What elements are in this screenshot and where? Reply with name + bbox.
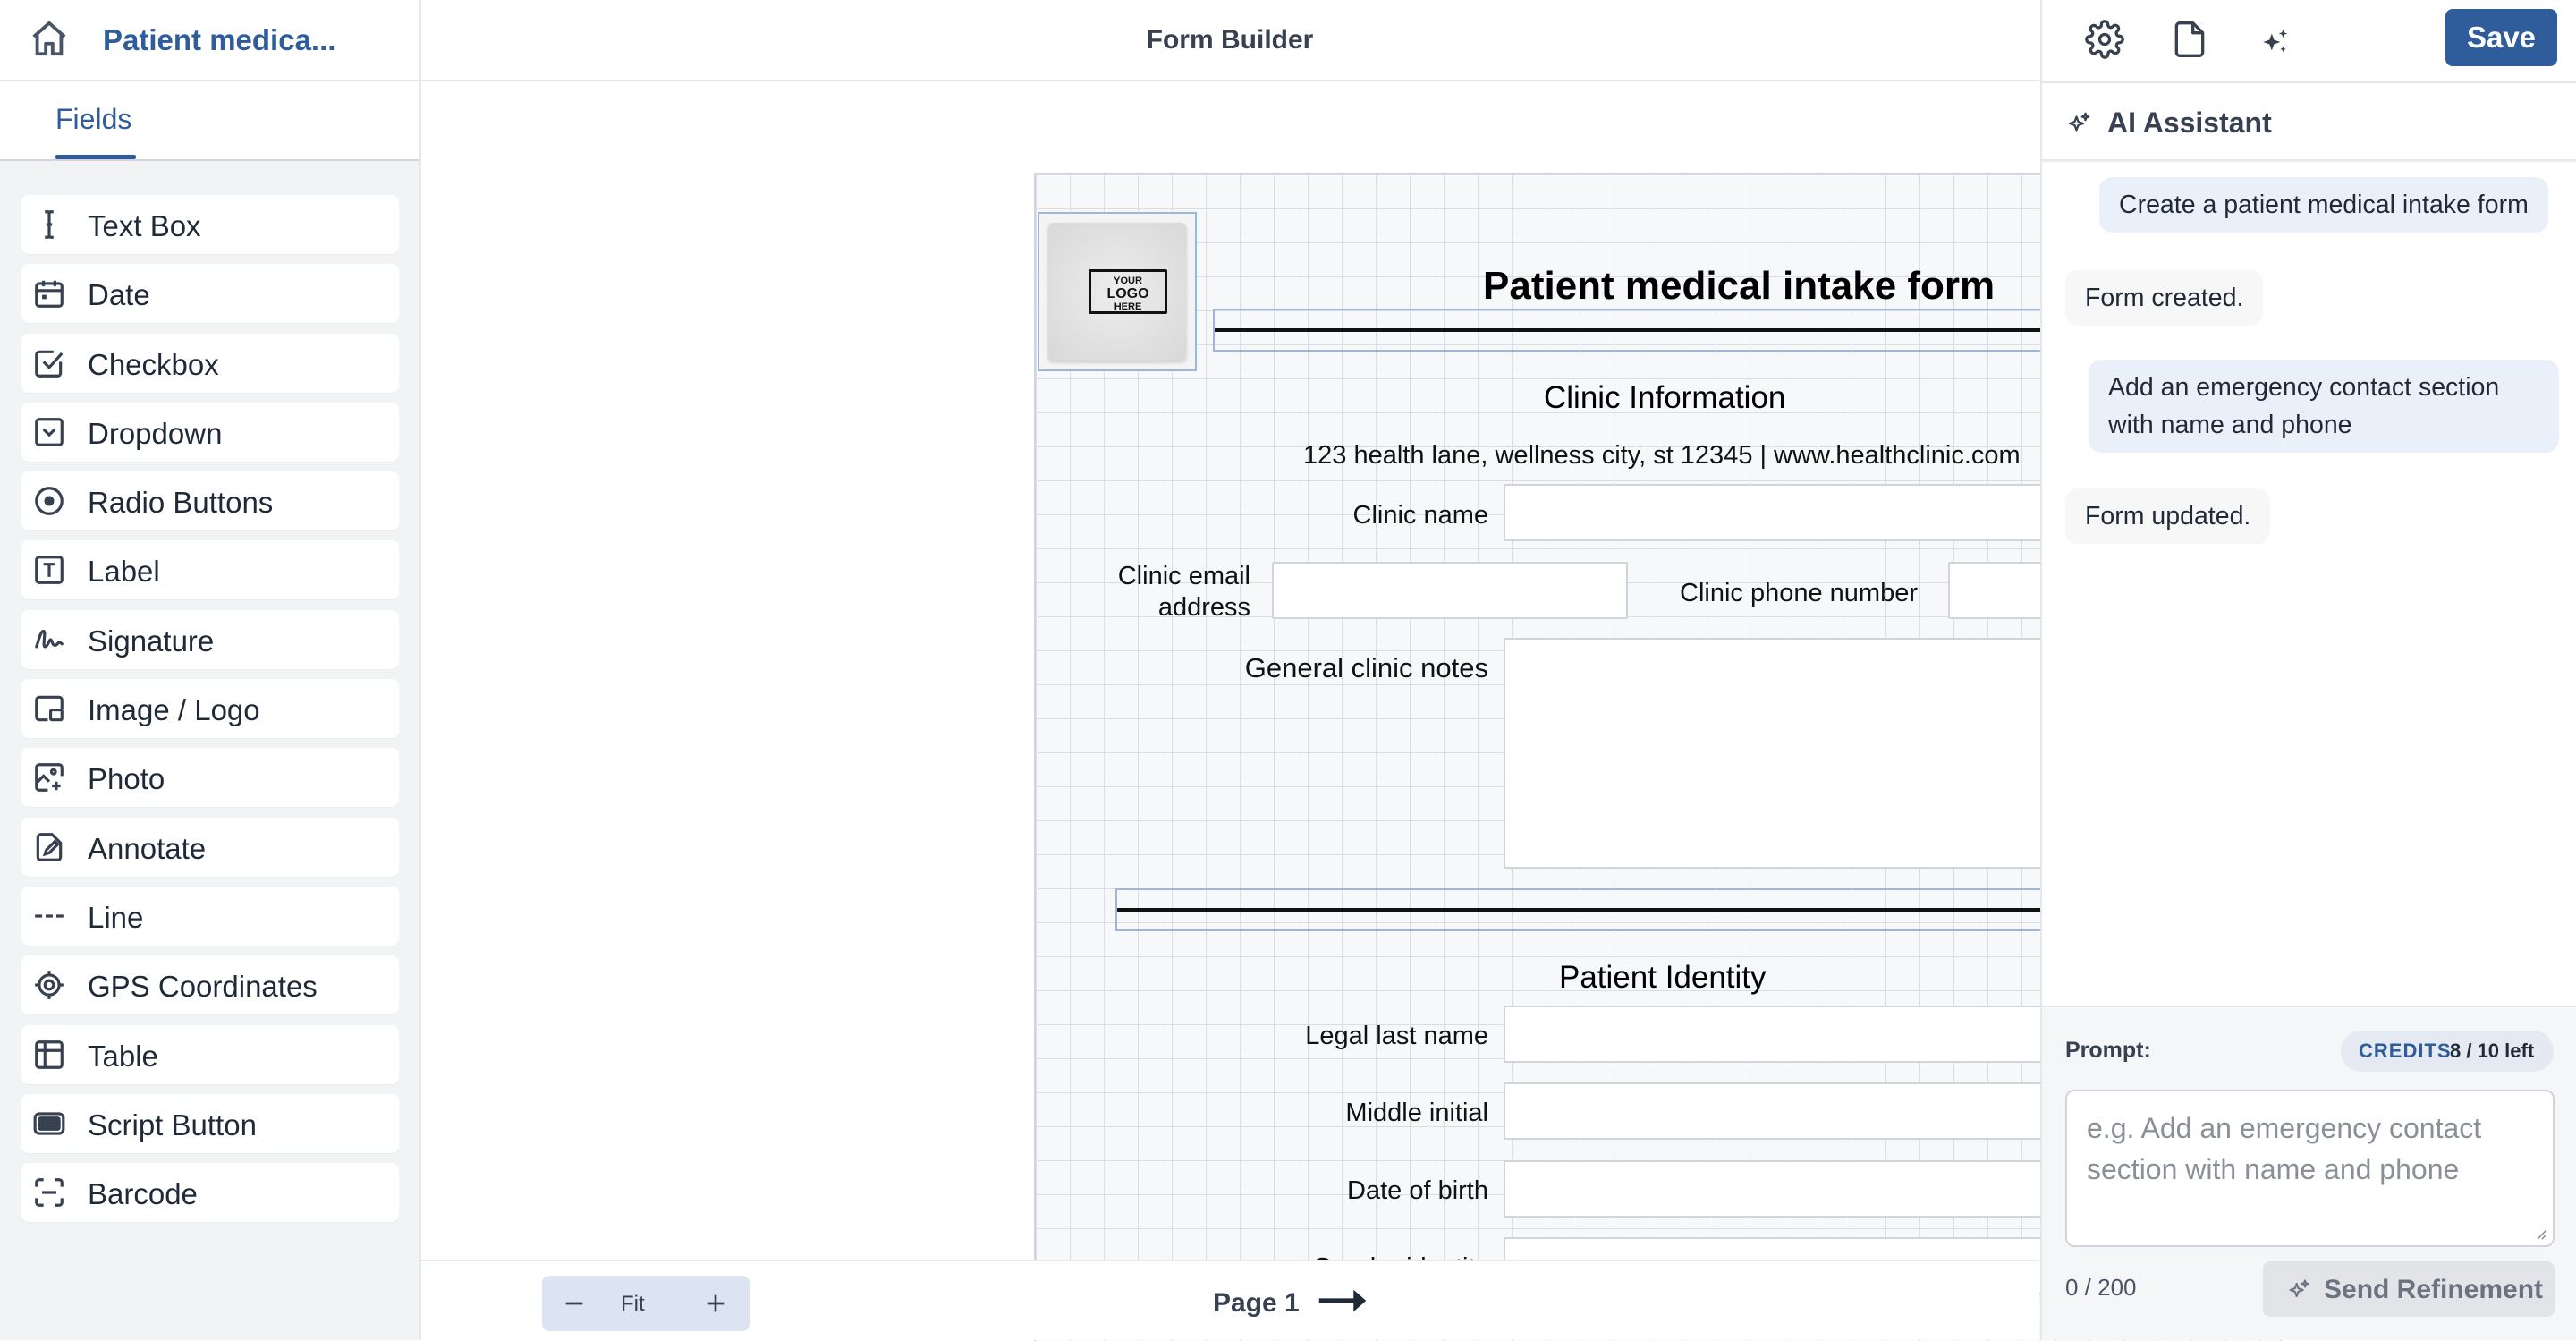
logo-element[interactable] (1038, 212, 1197, 371)
palette-label: Line (88, 900, 144, 934)
image-icon (32, 692, 66, 726)
prompt-input[interactable] (2065, 1090, 2555, 1247)
zoom-out-icon[interactable] (560, 1289, 589, 1318)
user-message: Create a patient medical intake form (2099, 177, 2548, 233)
palette-item-photo[interactable] (21, 748, 399, 807)
palette-item-annotate[interactable] (21, 818, 399, 877)
home-row (0, 0, 419, 81)
signature-icon (32, 623, 66, 657)
clinic-address-text[interactable]: 123 health lane, wellness city, st 12345 | www.healthclinic.com (1303, 441, 2021, 470)
general-notes-label: General clinic notes (1244, 652, 1488, 683)
script-icon (32, 1107, 66, 1141)
barcode-icon (32, 1175, 66, 1209)
prompt-label: Prompt: (2065, 1038, 2151, 1063)
palette-item-text-box[interactable] (21, 195, 399, 254)
zoom-controls (542, 1276, 750, 1331)
logo-placeholder (1089, 269, 1167, 314)
zoom-fit-button[interactable]: Fit (621, 1292, 645, 1316)
checkbox-icon (32, 346, 66, 380)
assistant-message: Form updated. (2065, 488, 2270, 544)
credits-badge (2341, 1031, 2554, 1072)
placeholder-line: section with name and phone (2087, 1153, 2460, 1185)
arrow-right-icon[interactable] (1318, 1285, 1368, 1317)
prompt-section (2042, 1006, 2576, 1340)
palette-label: Dropdown (88, 416, 223, 450)
fields-sidebar (0, 0, 421, 1340)
palette-item-date[interactable] (21, 264, 399, 323)
palette-item-image-logo[interactable] (21, 679, 399, 738)
palette-label: Script Button (88, 1108, 257, 1142)
send-refinement-button[interactable] (2263, 1261, 2555, 1317)
radio-icon (32, 484, 66, 518)
calendar-icon (32, 276, 66, 310)
palette-item-label[interactable] (21, 540, 399, 599)
zoom-in-icon[interactable] (701, 1289, 730, 1318)
tab-fields[interactable]: Fields (55, 103, 132, 135)
credits-value: 8 / 10 left (2450, 1040, 2535, 1062)
line-icon (32, 899, 66, 933)
palette-item-script-button[interactable] (21, 1094, 399, 1153)
home-icon[interactable] (29, 18, 70, 59)
palette-label: Image / Logo (88, 693, 260, 727)
page-indicator: Page 1 (1213, 1288, 1300, 1318)
sparkle-icon (2065, 110, 2092, 137)
user-message (2089, 360, 2559, 453)
gear-icon[interactable] (2085, 20, 2124, 59)
clinic-email-label (1072, 561, 1250, 624)
clinic-section-title[interactable]: Clinic Information (1544, 380, 1786, 415)
logo-image (1048, 223, 1186, 361)
palette-label: Signature (88, 624, 215, 658)
save-button[interactable]: Save (2445, 9, 2557, 66)
palette-item-checkbox[interactable] (21, 334, 399, 393)
palette-item-dropdown[interactable] (21, 403, 399, 462)
field-palette (21, 195, 399, 1232)
annotate-icon (32, 830, 66, 864)
document-icon[interactable] (2172, 20, 2207, 59)
form-name-title[interactable]: Patient medica... (103, 23, 336, 56)
builder-header (421, 0, 2039, 81)
dropdown-icon (32, 415, 66, 449)
palette-item-signature[interactable] (21, 610, 399, 669)
logo-text-line: LOGO (1106, 286, 1149, 301)
ai-assistant-title: AI Assistant (2107, 106, 2272, 139)
logo-text-line: HERE (1114, 301, 1142, 312)
palette-label: Label (88, 555, 160, 589)
canvas-footer (421, 1260, 2039, 1340)
palette-label: Checkbox (88, 347, 219, 381)
clinic-name-label: Clinic name (1352, 501, 1488, 530)
logo-text-line: YOUR (1114, 276, 1142, 286)
character-counter: 0 / 200 (2065, 1274, 2137, 1301)
palette-item-gps-coordinates[interactable] (21, 955, 399, 1014)
palette-item-table[interactable] (21, 1025, 399, 1084)
panel-toolbar (2042, 0, 2576, 81)
palette-label: Annotate (88, 831, 207, 865)
ai-assistant-header (2042, 81, 2576, 161)
label-icon (32, 553, 66, 587)
chat-history (2042, 163, 2576, 1006)
palette-label: GPS Coordinates (88, 970, 318, 1004)
send-refinement-label: Send Refinement (2324, 1275, 2544, 1304)
date-of-birth-label: Date of birth (1347, 1176, 1488, 1205)
sparkle-icon (2286, 1277, 2311, 1303)
active-tab-indicator (55, 155, 136, 159)
assistant-message: Form created. (2065, 270, 2263, 326)
clinic-phone-label: Clinic phone number (1680, 579, 1918, 607)
page-title: Form Builder (1146, 25, 1314, 55)
message-line: Add an emergency contact section (2108, 373, 2500, 402)
credits-label: CREDITS (2359, 1040, 2452, 1062)
palette-label: Radio Buttons (88, 486, 274, 520)
legal-last-name-label: Legal last name (1305, 1022, 1488, 1050)
palette-item-line[interactable] (21, 887, 399, 946)
ai-assistant-panel (2040, 0, 2576, 1340)
palette-label: Barcode (88, 1177, 198, 1211)
palette-label: Table (88, 1039, 158, 1073)
placeholder-line: e.g. Add an emergency contact (2087, 1112, 2482, 1144)
palette-item-barcode[interactable] (21, 1163, 399, 1222)
section-divider-selected[interactable] (1115, 888, 2199, 931)
divider-line (1117, 908, 2198, 912)
gps-icon (32, 968, 66, 1002)
palette-label: Date (88, 278, 150, 312)
table-icon (32, 1038, 66, 1072)
label-line: address (1157, 592, 1250, 622)
text-cursor-icon (32, 208, 66, 242)
label-line: Clinic email (1117, 562, 1250, 590)
sidebar-tabs (0, 81, 419, 161)
resize-handle-icon[interactable] (2533, 1226, 2547, 1240)
sparkle-icon[interactable] (2258, 25, 2292, 59)
message-line: with name and phone (2108, 411, 2352, 439)
palette-label: Text Box (88, 209, 201, 242)
palette-label: Photo (88, 762, 165, 796)
form-title[interactable]: Patient medical intake form (1483, 264, 1996, 308)
patient-section-title[interactable]: Patient Identity (1559, 960, 1767, 995)
middle-initial-label: Middle initial (1345, 1099, 1488, 1127)
palette-item-radio-buttons[interactable] (21, 471, 399, 530)
clinic-email-field[interactable] (1272, 562, 1628, 619)
photo-icon (32, 760, 66, 794)
form-canvas (421, 81, 2039, 1260)
